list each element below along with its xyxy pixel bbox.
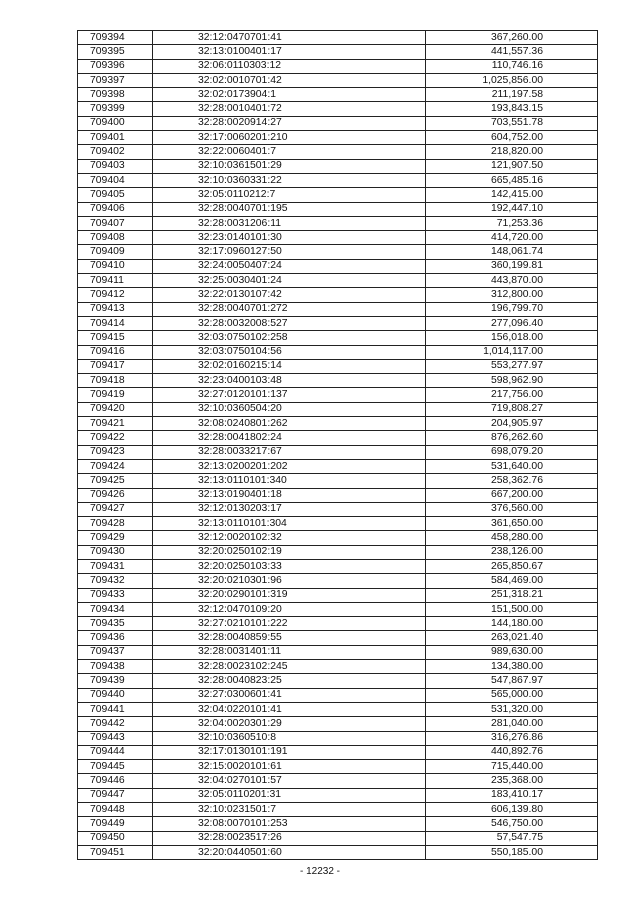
cadastral-number-cell: 32:12:0470109:20 [153,602,426,616]
amount-cell: 443,870.00 [426,274,598,288]
amount-cell: 719,808.27 [426,402,598,416]
cadastral-number-cell: 32:22:0130107:42 [153,288,426,302]
cadastral-number-cell: 32:10:0231501:7 [153,803,426,817]
cadastral-number-cell: 32:04:0220101:41 [153,702,426,716]
amount-cell: 281,040.00 [426,717,598,731]
table-row [78,88,598,102]
cadastral-number-cell: 32:05:0110201:31 [153,788,426,802]
cadastral-number-cell: 32:28:0031401:11 [153,645,426,659]
table-row [78,259,598,273]
record-id-cell: 709408 [78,231,153,245]
record-id-cell: 709433 [78,588,153,602]
record-id-cell: 709451 [78,845,153,859]
cadastral-number-cell: 32:02:0173904:1 [153,88,426,102]
cadastral-number-cell: 32:13:0100401:17 [153,45,426,59]
table-row [78,803,598,817]
amount-cell: 547,867.97 [426,674,598,688]
record-id-cell: 709414 [78,316,153,330]
table-row [78,645,598,659]
amount-cell: 204,905.97 [426,417,598,431]
table-row [78,345,598,359]
cadastral-number-cell: 32:13:0110101:340 [153,474,426,488]
record-id-cell: 709398 [78,88,153,102]
table-row [78,660,598,674]
table-row [78,774,598,788]
amount-cell: 698,079.20 [426,445,598,459]
amount-cell: 235,368.00 [426,774,598,788]
record-id-cell: 709426 [78,488,153,502]
table-row [78,188,598,202]
record-id-cell: 709411 [78,274,153,288]
amount-cell: 148,061.74 [426,245,598,259]
table-row [78,588,598,602]
record-id-cell: 709440 [78,688,153,702]
amount-cell: 550,185.00 [426,845,598,859]
cadastral-number-cell: 32:25:0030401:24 [153,274,426,288]
table-row [78,459,598,473]
cadastral-number-cell: 32:28:0031206:11 [153,216,426,230]
record-id-cell: 709445 [78,760,153,774]
cadastral-number-cell: 32:24:0050407:24 [153,259,426,273]
amount-cell: 193,843.15 [426,102,598,116]
table-row [78,688,598,702]
table-row [78,388,598,402]
table-row [78,817,598,831]
table-row [78,102,598,116]
amount-cell: 667,200.00 [426,488,598,502]
record-id-cell: 709407 [78,216,153,230]
cadastral-number-cell: 32:15:0020101:61 [153,760,426,774]
amount-cell: 277,096.40 [426,316,598,330]
table-row [78,316,598,330]
table-row [78,359,598,373]
amount-cell: 414,720.00 [426,231,598,245]
amount-cell: 196,799.70 [426,302,598,316]
table-row [78,574,598,588]
record-id-cell: 709441 [78,702,153,716]
record-id-cell: 709424 [78,459,153,473]
table-body [78,31,598,860]
record-id-cell: 709396 [78,59,153,73]
cadastral-number-cell: 32:08:0070101:253 [153,817,426,831]
record-id-cell: 709442 [78,717,153,731]
amount-cell: 440,892.76 [426,745,598,759]
amount-cell: 703,551.78 [426,116,598,130]
record-id-cell: 709436 [78,631,153,645]
cadastral-number-cell: 32:17:0130101:191 [153,745,426,759]
cadastral-number-cell: 32:03:0750102:258 [153,331,426,345]
cadastral-number-cell: 32:23:0140101:30 [153,231,426,245]
amount-cell: 57,547.75 [426,831,598,845]
record-id-cell: 709394 [78,31,153,45]
table-row [78,231,598,245]
cadastral-number-cell: 32:28:0040823:25 [153,674,426,688]
record-id-cell: 709427 [78,502,153,516]
record-id-cell: 709450 [78,831,153,845]
amount-cell: 989,630.00 [426,645,598,659]
amount-cell: 876,262.60 [426,431,598,445]
cadastral-number-cell: 32:10:0360510:8 [153,731,426,745]
cadastral-number-cell: 32:02:0160215:14 [153,359,426,373]
record-id-cell: 709418 [78,374,153,388]
record-id-cell: 709422 [78,431,153,445]
table-row [78,617,598,631]
table-row [78,474,598,488]
amount-cell: 1,014,117.00 [426,345,598,359]
table-row [78,674,598,688]
record-id-cell: 709412 [78,288,153,302]
record-id-cell: 709444 [78,745,153,759]
record-id-cell: 709416 [78,345,153,359]
amount-cell: 531,320.00 [426,702,598,716]
amount-cell: 441,557.36 [426,45,598,59]
record-id-cell: 709419 [78,388,153,402]
cadastral-number-cell: 32:04:0270101:57 [153,774,426,788]
cadastral-number-cell: 32:06:0110303:12 [153,59,426,73]
cadastral-number-cell: 32:10:0361501:29 [153,159,426,173]
record-id-cell: 709431 [78,559,153,573]
record-id-cell: 709438 [78,660,153,674]
table-row [78,731,598,745]
cadastral-number-cell: 32:28:0010401:72 [153,102,426,116]
table-row [78,717,598,731]
amount-cell: 376,560.00 [426,502,598,516]
page-number: - 12232 - [299,866,341,877]
record-id-cell: 709405 [78,188,153,202]
amount-cell: 121,907.50 [426,159,598,173]
table-row [78,559,598,573]
amount-cell: 604,752.00 [426,131,598,145]
record-id-cell: 709404 [78,173,153,187]
record-id-cell: 709421 [78,417,153,431]
amount-cell: 665,485.16 [426,173,598,187]
table-row [78,402,598,416]
record-id-cell: 709406 [78,202,153,216]
table-row [78,274,598,288]
table-row [78,73,598,87]
amount-cell: 251,318.21 [426,588,598,602]
amount-cell: 71,253.36 [426,216,598,230]
cadastral-number-cell: 32:20:0440501:60 [153,845,426,859]
record-id-cell: 709402 [78,145,153,159]
table-row [78,445,598,459]
table-row [78,488,598,502]
record-id-cell: 709447 [78,788,153,802]
record-id-cell: 709428 [78,517,153,531]
cadastral-number-cell: 32:27:0210101:222 [153,617,426,631]
cadastral-number-cell: 32:12:0020102:32 [153,531,426,545]
table-row [78,417,598,431]
table-row [78,602,598,616]
amount-cell: 553,277.97 [426,359,598,373]
cadastral-number-cell: 32:12:0470701:41 [153,31,426,45]
record-id-cell: 709417 [78,359,153,373]
record-id-cell: 709399 [78,102,153,116]
record-id-cell: 709401 [78,131,153,145]
record-id-cell: 709435 [78,617,153,631]
record-id-cell: 709443 [78,731,153,745]
cadastral-number-cell: 32:28:0033217:67 [153,445,426,459]
table-row [78,745,598,759]
amount-cell: 110,746.16 [426,59,598,73]
table-row [78,545,598,559]
record-id-cell: 709437 [78,645,153,659]
cadastral-number-cell: 32:12:0130203:17 [153,502,426,516]
amount-cell: 360,199.81 [426,259,598,273]
record-id-cell: 709430 [78,545,153,559]
cadastral-number-cell: 32:28:0023102:245 [153,660,426,674]
record-id-cell: 709423 [78,445,153,459]
amount-cell: 265,850.67 [426,559,598,573]
cadastral-number-cell: 32:13:0110101:304 [153,517,426,531]
record-id-cell: 709409 [78,245,153,259]
amount-cell: 156,018.00 [426,331,598,345]
table-row [78,116,598,130]
record-id-cell: 709420 [78,402,153,416]
table-row [78,131,598,145]
amount-cell: 144,180.00 [426,617,598,631]
cadastral-number-cell: 32:20:0250102:19 [153,545,426,559]
cadastral-number-cell: 32:28:0040859:55 [153,631,426,645]
cadastral-number-cell: 32:03:0750104:56 [153,345,426,359]
cadastral-number-cell: 32:28:0040701:272 [153,302,426,316]
record-id-cell: 709415 [78,331,153,345]
amount-cell: 606,139.80 [426,803,598,817]
table-row [78,502,598,516]
table-row [78,702,598,716]
table-row [78,59,598,73]
table-row [78,517,598,531]
amount-cell: 218,820.00 [426,145,598,159]
cadastral-number-cell: 32:13:0200201:202 [153,459,426,473]
amount-cell: 217,756.00 [426,388,598,402]
amount-cell: 312,800.00 [426,288,598,302]
record-id-cell: 709403 [78,159,153,173]
amount-cell: 142,415.00 [426,188,598,202]
cadastral-number-cell: 32:27:0300601:41 [153,688,426,702]
cadastral-number-cell: 32:20:0250103:33 [153,559,426,573]
amount-cell: 151,500.00 [426,602,598,616]
cadastral-number-cell: 32:08:0240801:262 [153,417,426,431]
table-row [78,288,598,302]
amount-cell: 316,276.86 [426,731,598,745]
amount-cell: 263,021.40 [426,631,598,645]
record-id-cell: 709449 [78,817,153,831]
cadastral-number-cell: 32:23:0400103:48 [153,374,426,388]
record-id-cell: 709434 [78,602,153,616]
cadastral-number-cell: 32:28:0023517:26 [153,831,426,845]
cadastral-number-cell: 32:27:0120101:137 [153,388,426,402]
record-id-cell: 709395 [78,45,153,59]
amount-cell: 361,650.00 [426,517,598,531]
amount-cell: 134,380.00 [426,660,598,674]
record-id-cell: 709429 [78,531,153,545]
record-id-cell: 709400 [78,116,153,130]
cadastral-number-cell: 32:04:0020301:29 [153,717,426,731]
amount-cell: 211,197.58 [426,88,598,102]
cadastral-number-cell: 32:10:0360331:22 [153,173,426,187]
amount-cell: 584,469.00 [426,574,598,588]
table-row [78,216,598,230]
record-id-cell: 709446 [78,774,153,788]
cadastral-number-cell: 32:20:0290101:319 [153,588,426,602]
record-id-cell: 709397 [78,73,153,87]
table-row [78,331,598,345]
table-row [78,788,598,802]
record-id-cell: 709439 [78,674,153,688]
cadastral-number-cell: 32:02:0010701:42 [153,73,426,87]
table-row [78,159,598,173]
table-row [78,31,598,45]
amount-cell: 192,447.10 [426,202,598,216]
cadastral-number-cell: 32:22:0060401:7 [153,145,426,159]
cadastral-number-cell: 32:28:0020914:27 [153,116,426,130]
cadastral-number-cell: 32:28:0032008:527 [153,316,426,330]
table-row [78,845,598,859]
cadastral-number-cell: 32:13:0190401:18 [153,488,426,502]
record-id-cell: 709425 [78,474,153,488]
cadastral-number-cell: 32:17:0060201:210 [153,131,426,145]
cadastral-number-cell: 32:20:0210301:96 [153,574,426,588]
table-row [78,831,598,845]
amount-cell: 546,750.00 [426,817,598,831]
amount-cell: 238,126.00 [426,545,598,559]
table-row [78,173,598,187]
amount-cell: 258,362.76 [426,474,598,488]
amount-cell: 183,410.17 [426,788,598,802]
table-row [78,245,598,259]
cadastral-number-cell: 32:28:0040701:195 [153,202,426,216]
table-row [78,431,598,445]
record-id-cell: 709432 [78,574,153,588]
cadastral-number-cell: 32:28:0041802:24 [153,431,426,445]
amount-cell: 715,440.00 [426,760,598,774]
amount-cell: 598,962.90 [426,374,598,388]
record-id-cell: 709448 [78,803,153,817]
table-row [78,145,598,159]
amount-cell: 565,000.00 [426,688,598,702]
record-id-cell: 709413 [78,302,153,316]
data-table [77,30,598,860]
cadastral-number-cell: 32:17:0960127:50 [153,245,426,259]
amount-cell: 367,260.00 [426,31,598,45]
amount-cell: 1,025,856.00 [426,73,598,87]
table-row [78,760,598,774]
table-row [78,631,598,645]
cadastral-number-cell: 32:05:0110212:7 [153,188,426,202]
amount-cell: 458,280.00 [426,531,598,545]
cadastral-number-cell: 32:10:0360504:20 [153,402,426,416]
table-row [78,531,598,545]
amount-cell: 531,640.00 [426,459,598,473]
record-id-cell: 709410 [78,259,153,273]
table-row [78,45,598,59]
table-row [78,302,598,316]
table-row [78,202,598,216]
table-row [78,374,598,388]
